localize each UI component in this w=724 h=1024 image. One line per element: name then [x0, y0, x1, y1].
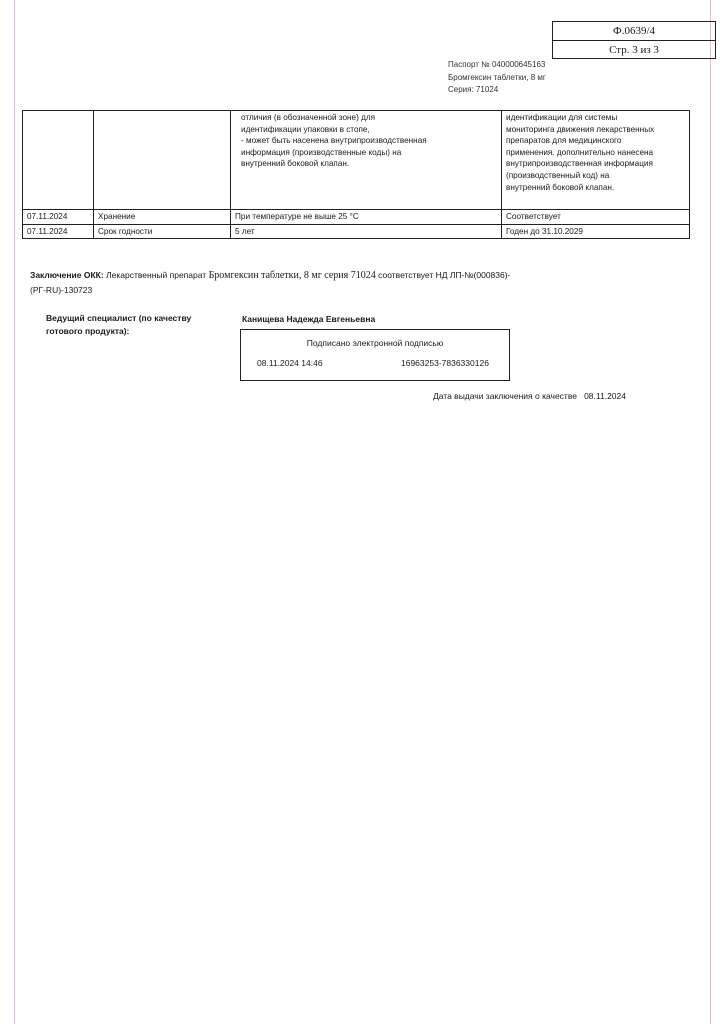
result-line: (производственный код) на	[506, 170, 610, 180]
issue-label: Дата выдачи заключения о качестве	[433, 391, 577, 401]
left-margin-line	[14, 0, 15, 1024]
result-line: внутренний боковой клапан.	[506, 182, 615, 192]
signature-title: Подписано электронной подписью	[306, 338, 444, 348]
signature-datetime: 08.11.2024 14:46	[257, 358, 323, 368]
parameter-cell	[94, 111, 231, 210]
conclusion-product: Бромгексин таблетки, 8 мг серия 71024	[208, 270, 376, 281]
requirement-line: идентификации упаковки в стопе,	[241, 124, 370, 134]
requirement-line: информация (производственные коды) на	[241, 147, 402, 157]
form-code-box	[552, 21, 716, 59]
signature-certificate: 16963253-7836330126	[401, 358, 489, 368]
conclusion-label: Заключение ОКК:	[30, 270, 104, 280]
specialist-name: Канищева Надежда Евгеньевна	[242, 314, 376, 324]
right-margin-line	[710, 0, 711, 1024]
requirement-line: - может быть насенена внутрипроизводственная	[241, 136, 427, 146]
conclusion-line2: (РГ-RU)-130723	[30, 285, 93, 295]
table-row	[23, 210, 690, 225]
result-line: внутрипроизводственная информация	[506, 159, 653, 169]
requirement-line: отличия (в обозначенной зоне) для	[241, 113, 376, 122]
table-row	[23, 224, 690, 239]
result-line: препаратов для медицинского	[506, 136, 622, 146]
requirement-cell: При температуре не выше 25 °С	[231, 210, 502, 225]
requirement-cell	[231, 111, 502, 210]
result-line: мониторинга движения лекарственных	[506, 124, 655, 134]
passport-number: Паспорт № 040000645163	[448, 60, 546, 69]
date-cell	[23, 111, 94, 210]
result-cell: Соответствует	[502, 210, 690, 225]
date-cell: 07.11.2024	[23, 224, 94, 239]
passport-series: Серия: 71024	[448, 85, 499, 94]
quality-table	[22, 110, 690, 239]
result-line: идентификации для системы	[506, 113, 618, 122]
requirement-line: внутренний боковой клапан.	[241, 159, 350, 169]
result-line: применения. дополнительно нанесена	[506, 147, 654, 157]
form-code: Ф.0639/4	[613, 25, 655, 37]
parameter-cell: Срок годности	[94, 224, 231, 239]
conclusion-prefix: Лекарственный препарат	[106, 270, 207, 280]
result-cell: Годен до 31.10.2029	[502, 224, 690, 239]
conclusion-suffix: соответствует НД ЛП-№(000836)-	[378, 270, 511, 280]
specialist-label: Ведущий специалист (по качеству готового продукта):	[46, 313, 192, 336]
passport-product: Бромгексин таблетки, 8 мг	[448, 72, 546, 82]
parameter-cell: Хранение	[94, 210, 231, 225]
issue-date-line	[433, 391, 626, 401]
passport-info	[448, 59, 546, 97]
requirement-cell: 5 лет	[231, 224, 502, 239]
result-cell	[502, 111, 690, 210]
issue-date: 08.11.2024	[584, 391, 626, 401]
table-row	[23, 111, 690, 210]
electronic-signature-box	[240, 329, 510, 381]
qc-conclusion	[30, 268, 570, 297]
page-number: Стр. 3 из 3	[553, 40, 715, 59]
date-cell: 07.11.2024	[23, 210, 94, 225]
